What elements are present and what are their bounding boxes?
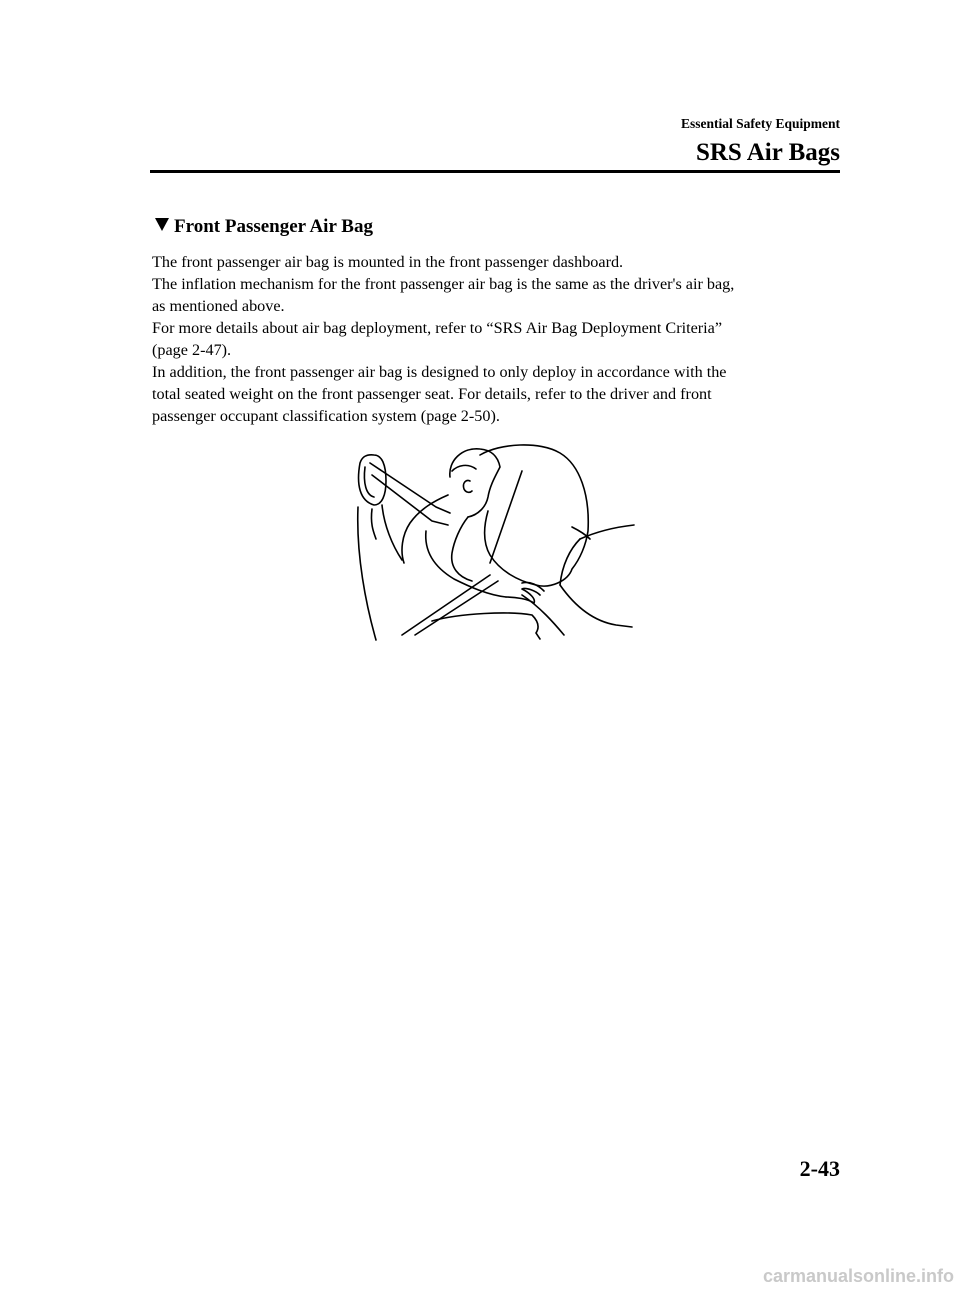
airbag — [480, 445, 588, 586]
passenger-head — [450, 449, 500, 517]
triangle-down-icon — [155, 218, 169, 231]
seat-cushion — [432, 613, 540, 639]
passenger-back — [402, 495, 448, 563]
passenger-arm — [426, 531, 506, 597]
body-line: (page 2-47). — [152, 341, 232, 359]
passenger-hair — [452, 465, 476, 471]
headrest — [359, 455, 386, 505]
body-line: For more details about air bag deployment, refer to “SRS Air Bag Deployment Criteria” — [152, 319, 723, 337]
body-line: In addition, the front passenger air bag is designed to only deploy in accordance with the — [152, 363, 727, 381]
body-line: total seated weight on the front passenger seat. For details, refer to the driver and front — [152, 385, 712, 403]
body-line: as mentioned above. — [152, 297, 285, 315]
passenger-ear — [463, 480, 472, 492]
subheading — [155, 215, 373, 239]
airbag-seam — [490, 471, 522, 563]
passenger-airbag-illustration — [340, 435, 640, 647]
seat-belt-lap-2 — [415, 581, 498, 635]
watermark: carmanualsonline.info — [762, 1266, 954, 1286]
headrest-inner — [364, 467, 374, 497]
passenger-chest — [452, 517, 472, 581]
chapter-label: Essential Safety Equipment — [680, 116, 840, 131]
seat-back-rear — [382, 505, 402, 560]
body-line: The front passenger air bag is mounted in the front passenger dashboard. — [152, 253, 624, 271]
seat-back-inner — [371, 509, 376, 539]
dashboard-lower — [560, 585, 632, 627]
body-line: passenger occupant classification system (page 2-50). — [152, 407, 500, 425]
header-divider — [150, 170, 840, 173]
page-number: 2-43 — [799, 1156, 840, 1181]
subheading-text: Front Passenger Air Bag — [174, 216, 373, 237]
body-text — [152, 251, 842, 427]
section-title: SRS Air Bags — [695, 139, 840, 166]
seat-belt-lap — [402, 575, 490, 635]
running-head — [681, 116, 840, 168]
body-line: The inflation mechanism for the front passenger air bag is the same as the driver's air bag, — [152, 275, 735, 293]
